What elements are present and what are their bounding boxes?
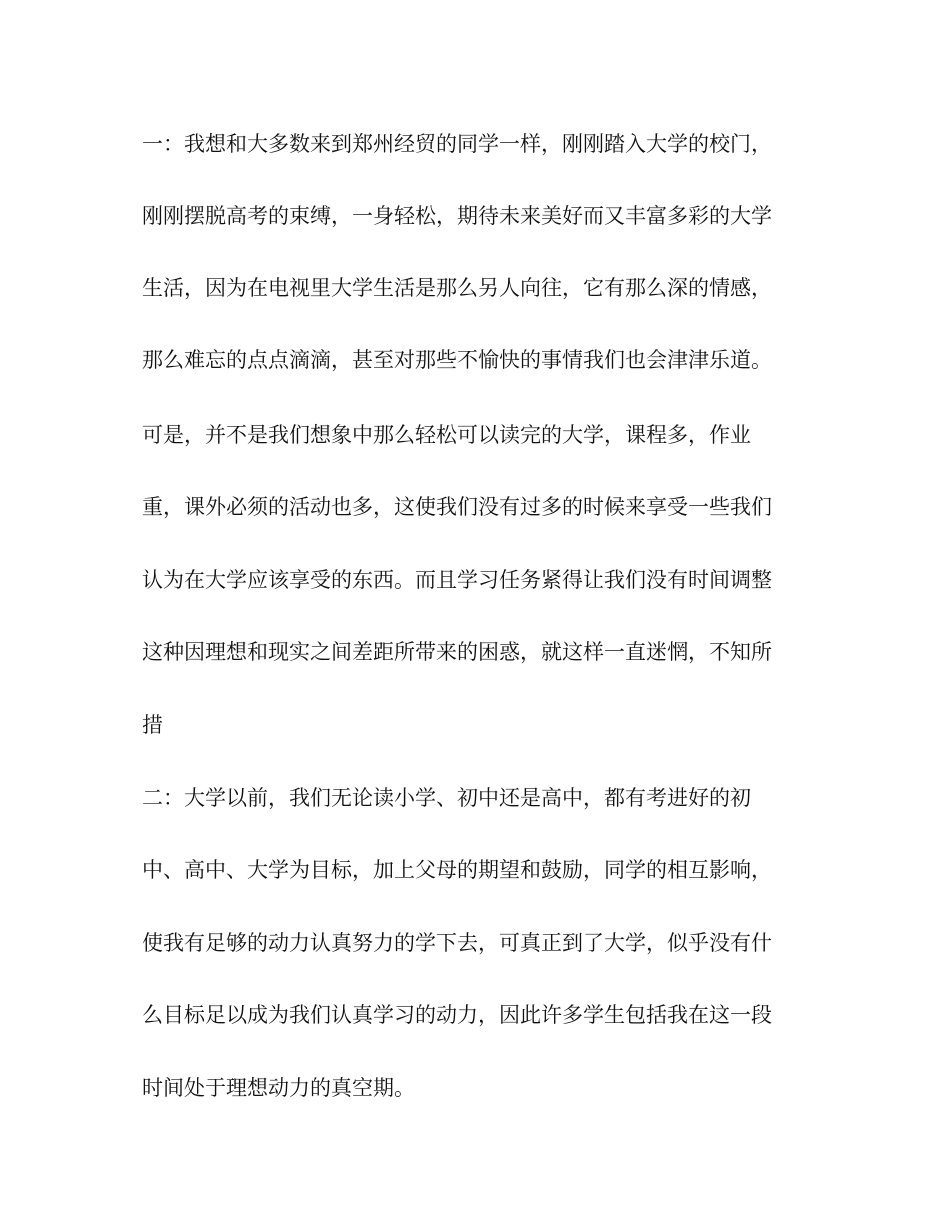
text-line-2: 刚刚摆脱高考的束缚，一身轻松，期待未来美好而又丰富多彩的大学 [142,204,772,228]
text-line-13: 么目标足以成为我们认真学习的动力，因此许多学生包括我在这一段 [142,1003,772,1027]
text-line-7: 认为在大学应该享受的东西。而且学习任务紧得让我们没有时间调整 [142,568,772,592]
text-line-8: 这种因理想和现实之间差距所带来的困惑，就这样一直迷惘，不知所 [142,640,772,664]
text-line-12: 使我有足够的动力认真努力的学下去，可真正到了大学，似乎没有什 [142,931,772,955]
text-line-10: 二：大学以前，我们无论读小学、初中还是高中，都有考进好的初 [142,786,751,810]
text-line-5: 可是，并不是我们想象中那么轻松可以读完的大学，课程多，作业 [142,423,751,447]
text-line-4: 那么难忘的点点滴滴，甚至对那些不愉快的事情我们也会津津乐道。 [142,348,772,372]
text-line-6: 重，课外必须的活动也多，这使我们没有过多的时候来享受一些我们 [142,495,772,519]
text-line-14: 时间处于理想动力的真空期。 [142,1076,415,1100]
text-line-11: 中、高中、大学为目标，加上父母的期望和鼓励，同学的相互影响， [142,858,772,882]
text-line-1: 一：我想和大多数来到郑州经贸的同学一样，刚刚踏入大学的校门， [142,132,772,156]
text-line-9: 措 [142,713,163,737]
text-line-3: 生活，因为在电视里大学生活是那么另人向往，它有那么深的情感， [142,276,772,300]
